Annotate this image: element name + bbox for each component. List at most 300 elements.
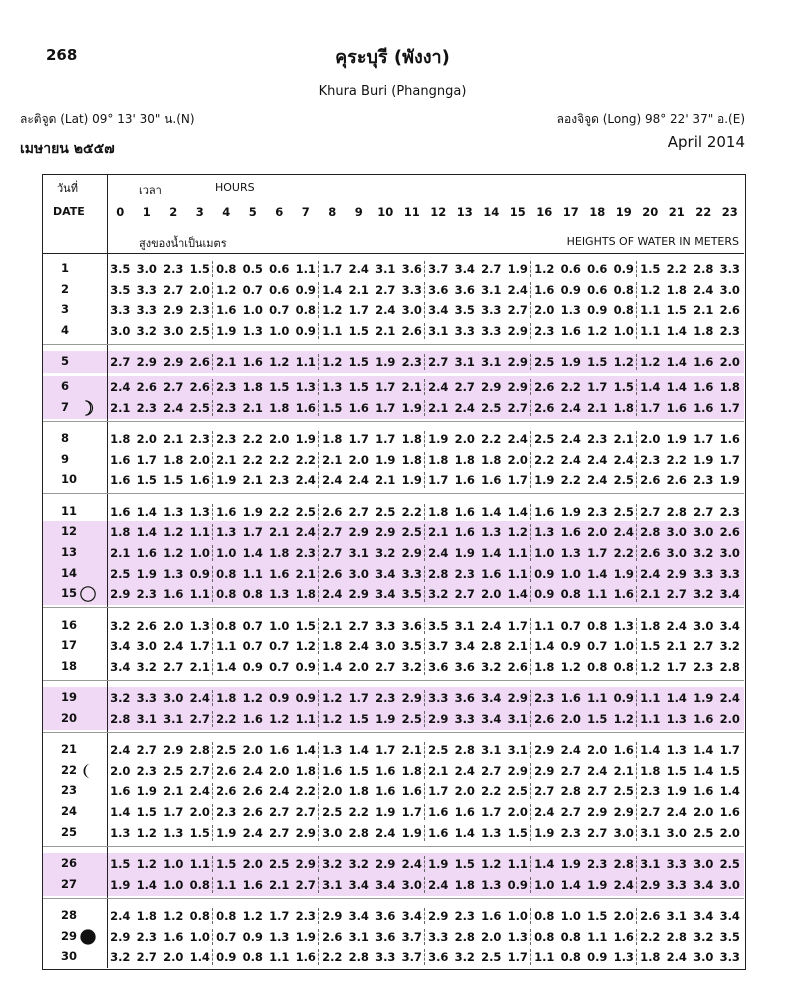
tide-height-cell: 2.4 bbox=[560, 431, 581, 446]
tide-height-cell: 3.4 bbox=[693, 877, 714, 892]
tide-height-cell: 2.1 bbox=[428, 400, 449, 415]
tide-height-cell: 3.1 bbox=[375, 262, 396, 276]
tide-height-cell: 2.6 bbox=[401, 324, 422, 339]
tide-height-cell: 2.3 bbox=[587, 856, 608, 871]
tide-height-cell: 2.6 bbox=[242, 784, 263, 799]
tide-height-cell: 2.7 bbox=[640, 504, 661, 519]
tide-height-cell: 1.4 bbox=[136, 877, 157, 892]
tide-height-cell: 2.7 bbox=[136, 742, 157, 757]
tide-height-cell: 0.7 bbox=[269, 303, 290, 318]
tide-height-cell: 1.0 bbox=[269, 618, 290, 633]
tide-height-cell: 3.5 bbox=[454, 303, 475, 318]
column-group-separator bbox=[424, 877, 425, 893]
tide-height-cell: 3.4 bbox=[481, 691, 502, 706]
tide-height-cell: 1.1 bbox=[640, 691, 661, 706]
tide-height-cell: 2.8 bbox=[428, 566, 449, 581]
tide-height-cell: 3.3 bbox=[481, 303, 502, 318]
tide-height-cell: 1.5 bbox=[348, 380, 369, 395]
tide-height-cell: 2.4 bbox=[110, 742, 131, 757]
tide-height-cell: 2.5 bbox=[613, 504, 634, 519]
tide-height-cell: 1.6 bbox=[375, 784, 396, 799]
tide-height-cell: 2.8 bbox=[481, 639, 502, 654]
tide-height-cell: 2.7 bbox=[640, 805, 661, 820]
tide-height-cell: 0.6 bbox=[587, 262, 608, 276]
tide-height-cell: 3.6 bbox=[375, 908, 396, 923]
tide-height-cell: 3.1 bbox=[454, 355, 475, 370]
tide-height-cell: 1.5 bbox=[348, 763, 369, 778]
column-group-separator bbox=[530, 877, 531, 893]
tide-height-cell: 1.3 bbox=[560, 546, 581, 560]
tide-height-cell: 1.9 bbox=[428, 431, 449, 446]
column-group-separator bbox=[530, 763, 531, 779]
group-divider bbox=[43, 493, 744, 494]
tide-height-cell: 2.7 bbox=[375, 660, 396, 675]
day-number: 28 bbox=[61, 907, 78, 922]
column-group-separator bbox=[530, 711, 531, 727]
tide-height-cell: 2.2 bbox=[295, 452, 316, 467]
tide-height-cell: 1.3 bbox=[666, 711, 687, 726]
column-group-separator bbox=[212, 431, 213, 447]
tide-height-cell: 2.9 bbox=[295, 825, 316, 840]
tide-height-cell: 1.6 bbox=[534, 282, 555, 297]
tide-height-cell: 1.3 bbox=[163, 825, 184, 840]
hour-header-19: 19 bbox=[615, 205, 632, 219]
column-group-separator bbox=[636, 825, 637, 841]
tide-height-cell: 2.0 bbox=[481, 587, 502, 602]
column-group-separator bbox=[424, 379, 425, 395]
tide-height-cell: 1.7 bbox=[719, 742, 740, 757]
column-group-separator bbox=[424, 524, 425, 540]
tide-height-cell: 1.7 bbox=[348, 431, 369, 446]
tide-height-cell: 3.2 bbox=[348, 856, 369, 871]
tide-height-cell: 2.4 bbox=[534, 805, 555, 820]
tide-height-cell: 3.0 bbox=[666, 546, 687, 560]
group-divider bbox=[43, 846, 744, 847]
tide-height-cell: 0.8 bbox=[295, 303, 316, 318]
table-row bbox=[43, 522, 744, 542]
tide-height-cell: 1.8 bbox=[719, 380, 740, 395]
tide-height-cell: 1.3 bbox=[481, 877, 502, 892]
tide-height-cell: 1.4 bbox=[216, 660, 237, 675]
tide-height-cell: 0.8 bbox=[534, 908, 555, 923]
tide-height-cell: 2.3 bbox=[216, 400, 237, 415]
tide-height-cell: 1.8 bbox=[401, 763, 422, 778]
column-group-separator bbox=[424, 690, 425, 706]
table-row bbox=[43, 761, 744, 781]
column-group-separator bbox=[318, 323, 319, 339]
tide-height-cell: 3.4 bbox=[348, 877, 369, 892]
column-group-separator bbox=[530, 472, 531, 488]
tide-height-cell: 1.8 bbox=[401, 452, 422, 467]
column-group-separator bbox=[530, 618, 531, 634]
tide-height-cell: 1.0 bbox=[534, 877, 555, 892]
tide-height-cell: 1.1 bbox=[587, 929, 608, 944]
hour-header-22: 22 bbox=[695, 205, 712, 219]
tide-height-cell: 2.4 bbox=[189, 691, 210, 706]
tide-height-cell: 3.1 bbox=[348, 546, 369, 560]
tide-height-cell: 1.1 bbox=[216, 877, 237, 892]
tide-height-cell: 2.7 bbox=[666, 587, 687, 602]
tide-height-cell: 1.9 bbox=[375, 355, 396, 370]
tide-height-cell: 2.3 bbox=[719, 504, 740, 519]
tide-height-cell: 1.9 bbox=[613, 566, 634, 581]
column-group-separator bbox=[424, 763, 425, 779]
tide-height-cell: 0.8 bbox=[613, 660, 634, 675]
tide-height-cell: 3.4 bbox=[375, 587, 396, 602]
column-group-separator bbox=[212, 282, 213, 298]
tide-height-cell: 3.3 bbox=[375, 618, 396, 633]
tide-height-cell: 2.2 bbox=[560, 380, 581, 395]
tide-height-cell: 2.9 bbox=[163, 303, 184, 318]
tide-height-cell: 1.7 bbox=[507, 950, 528, 965]
tide-height-cell: 0.6 bbox=[560, 262, 581, 276]
tide-height-cell: 2.2 bbox=[242, 452, 263, 467]
tide-height-cell: 3.0 bbox=[401, 303, 422, 318]
column-group-separator bbox=[636, 379, 637, 395]
tide-height-cell: 1.6 bbox=[560, 691, 581, 706]
date-label-thai: วันที่ bbox=[57, 182, 78, 195]
tide-height-cell: 2.1 bbox=[242, 400, 263, 415]
column-group-separator bbox=[318, 856, 319, 872]
tide-height-cell: 2.8 bbox=[348, 950, 369, 965]
column-group-separator bbox=[318, 690, 319, 706]
tide-height-cell: 2.4 bbox=[163, 639, 184, 654]
tide-height-cell: 2.0 bbox=[454, 431, 475, 446]
table-row bbox=[43, 564, 744, 584]
tide-height-cell: 3.1 bbox=[640, 856, 661, 871]
tide-height-cell: 2.2 bbox=[216, 711, 237, 726]
tide-height-cell: 2.2 bbox=[322, 950, 343, 965]
tide-height-cell: 2.7 bbox=[295, 805, 316, 820]
tide-height-cell: 1.6 bbox=[242, 355, 263, 370]
station-title-english: Khura Buri (Phangnga) bbox=[318, 84, 467, 99]
tide-height-cell: 1.9 bbox=[401, 825, 422, 840]
tide-height-cell: 1.7 bbox=[375, 400, 396, 415]
tide-height-cell: 2.0 bbox=[163, 618, 184, 633]
tide-height-cell: 1.6 bbox=[560, 525, 581, 540]
tide-height-cell: 2.3 bbox=[640, 452, 661, 467]
tide-height-cell: 1.5 bbox=[640, 639, 661, 654]
tide-height-cell: 3.7 bbox=[401, 950, 422, 965]
tide-height-cell: 1.2 bbox=[242, 908, 263, 923]
tide-height-cell: 2.5 bbox=[428, 742, 449, 757]
tide-height-cell: 2.3 bbox=[693, 473, 714, 488]
tide-height-cell: 2.0 bbox=[719, 825, 740, 840]
tide-height-cell: 1.5 bbox=[163, 473, 184, 488]
tide-height-cell: 1.4 bbox=[693, 763, 714, 778]
tide-height-cell: 3.2 bbox=[693, 546, 714, 560]
tide-height-cell: 0.9 bbox=[613, 691, 634, 706]
tide-height-cell: 1.3 bbox=[613, 950, 634, 965]
tide-height-cell: 0.9 bbox=[534, 587, 555, 602]
tide-height-cell: 3.3 bbox=[136, 691, 157, 706]
table-row bbox=[43, 429, 744, 449]
tide-height-cell: 2.4 bbox=[428, 877, 449, 892]
tide-height-cell: 1.5 bbox=[269, 380, 290, 395]
tide-height-cell: 1.5 bbox=[110, 856, 131, 871]
tide-height-cell: 3.4 bbox=[375, 877, 396, 892]
column-group-separator bbox=[212, 379, 213, 395]
column-group-separator bbox=[212, 618, 213, 634]
tide-height-cell: 3.0 bbox=[136, 639, 157, 654]
column-group-separator bbox=[530, 379, 531, 395]
tide-height-cell: 1.8 bbox=[110, 431, 131, 446]
tide-height-cell: 1.9 bbox=[295, 929, 316, 944]
tide-height-cell: 2.3 bbox=[295, 546, 316, 560]
tide-height-cell: 1.4 bbox=[481, 504, 502, 519]
tide-height-cell: 1.2 bbox=[163, 908, 184, 923]
tide-height-cell: 3.3 bbox=[454, 324, 475, 339]
tide-height-cell: 0.8 bbox=[613, 282, 634, 297]
column-group-separator bbox=[424, 472, 425, 488]
tide-height-cell: 2.1 bbox=[216, 452, 237, 467]
header-divider bbox=[43, 253, 744, 254]
tide-height-cell: 2.5 bbox=[295, 504, 316, 519]
tide-height-cell: 2.7 bbox=[163, 660, 184, 675]
tide-height-cell: 1.5 bbox=[216, 856, 237, 871]
tide-height-cell: 3.0 bbox=[375, 639, 396, 654]
tide-height-cell: 1.8 bbox=[428, 452, 449, 467]
tide-height-cell: 2.4 bbox=[295, 525, 316, 540]
tide-height-cell: 3.1 bbox=[666, 908, 687, 923]
tide-height-cell: 2.6 bbox=[136, 380, 157, 395]
tide-height-cell: 3.4 bbox=[454, 262, 475, 276]
column-group-separator bbox=[636, 949, 637, 965]
tide-height-cell: 1.9 bbox=[401, 400, 422, 415]
tide-height-cell: 1.0 bbox=[216, 546, 237, 560]
tide-height-cell: 2.2 bbox=[269, 504, 290, 519]
tide-height-cell: 0.9 bbox=[534, 566, 555, 581]
tide-height-cell: 2.6 bbox=[189, 355, 210, 370]
tide-height-cell: 2.4 bbox=[693, 282, 714, 297]
tide-height-cell: 3.3 bbox=[375, 950, 396, 965]
column-group-separator bbox=[212, 659, 213, 675]
column-group-separator bbox=[424, 742, 425, 758]
column-group-separator bbox=[424, 452, 425, 468]
tide-height-cell: 1.6 bbox=[719, 805, 740, 820]
tide-height-cell: 2.7 bbox=[348, 504, 369, 519]
tide-height-cell: 1.8 bbox=[269, 546, 290, 560]
table-row bbox=[43, 300, 744, 320]
tide-height-cell: 2.7 bbox=[348, 618, 369, 633]
tide-height-cell: 0.9 bbox=[216, 950, 237, 965]
table-row bbox=[43, 616, 744, 636]
tide-height-cell: 2.7 bbox=[189, 711, 210, 726]
column-group-separator bbox=[424, 323, 425, 339]
tide-height-cell: 2.3 bbox=[295, 908, 316, 923]
tide-height-cell: 2.4 bbox=[560, 400, 581, 415]
tide-height-cell: 2.9 bbox=[375, 525, 396, 540]
tide-height-cell: 1.9 bbox=[295, 431, 316, 446]
tide-height-cell: 2.4 bbox=[507, 282, 528, 297]
tide-height-cell: 2.3 bbox=[269, 473, 290, 488]
column-group-separator bbox=[636, 877, 637, 893]
column-group-separator bbox=[424, 354, 425, 370]
tide-height-cell: 1.8 bbox=[454, 877, 475, 892]
month-english: April 2014 bbox=[667, 133, 745, 151]
tide-height-cell: 0.7 bbox=[242, 282, 263, 297]
tide-height-cell: 2.4 bbox=[640, 566, 661, 581]
tide-height-cell: 1.1 bbox=[242, 566, 263, 581]
column-group-separator bbox=[212, 711, 213, 727]
tide-height-cell: 2.6 bbox=[242, 805, 263, 820]
tide-height-cell: 2.7 bbox=[136, 950, 157, 965]
hour-header-13: 13 bbox=[456, 205, 473, 219]
tide-height-cell: 2.4 bbox=[587, 473, 608, 488]
tide-height-cell: 3.3 bbox=[719, 566, 740, 581]
tide-height-cell: 2.4 bbox=[322, 473, 343, 488]
tide-height-cell: 1.6 bbox=[189, 473, 210, 488]
tide-height-cell: 3.4 bbox=[375, 566, 396, 581]
tide-height-cell: 1.1 bbox=[295, 711, 316, 726]
tide-height-cell: 1.8 bbox=[322, 431, 343, 446]
tide-height-cell: 0.6 bbox=[269, 282, 290, 297]
tide-height-cell: 3.0 bbox=[666, 825, 687, 840]
hour-header-20: 20 bbox=[642, 205, 659, 219]
tide-height-cell: 1.7 bbox=[428, 784, 449, 799]
column-group-separator bbox=[212, 763, 213, 779]
tide-height-cell: 1.9 bbox=[401, 473, 422, 488]
column-group-separator bbox=[318, 504, 319, 520]
column-group-separator bbox=[636, 929, 637, 945]
tide-height-cell: 3.0 bbox=[613, 825, 634, 840]
tide-height-cell: 1.6 bbox=[693, 380, 714, 395]
tide-height-cell: 1.0 bbox=[163, 877, 184, 892]
tide-height-cell: 1.5 bbox=[587, 908, 608, 923]
column-group-separator bbox=[318, 949, 319, 965]
column-group-separator bbox=[636, 282, 637, 298]
tide-height-cell: 2.1 bbox=[322, 452, 343, 467]
tide-height-cell: 2.5 bbox=[613, 784, 634, 799]
tide-height-cell: 3.6 bbox=[375, 929, 396, 944]
tide-height-cell: 2.7 bbox=[269, 825, 290, 840]
tide-height-cell: 1.5 bbox=[454, 856, 475, 871]
column-group-separator bbox=[424, 711, 425, 727]
tide-height-cell: 0.9 bbox=[242, 929, 263, 944]
tide-height-cell: 0.8 bbox=[189, 877, 210, 892]
hour-header-3: 3 bbox=[195, 205, 204, 219]
tide-height-cell: 1.6 bbox=[269, 742, 290, 757]
group-divider bbox=[43, 680, 744, 681]
column-group-separator bbox=[424, 586, 425, 602]
tide-height-cell: 0.7 bbox=[242, 639, 263, 654]
day-number: 10 bbox=[61, 472, 78, 487]
table-row bbox=[43, 657, 744, 677]
tide-height-cell: 1.6 bbox=[481, 473, 502, 488]
tide-height-cell: 2.6 bbox=[322, 929, 343, 944]
tide-height-cell: 1.3 bbox=[560, 303, 581, 318]
column-group-separator bbox=[636, 659, 637, 675]
tide-height-cell: 2.9 bbox=[348, 587, 369, 602]
column-group-separator bbox=[424, 504, 425, 520]
tide-height-cell: 2.1 bbox=[401, 380, 422, 395]
tide-height-cell: 2.1 bbox=[163, 784, 184, 799]
tide-height-cell: 1.5 bbox=[507, 825, 528, 840]
tide-height-cell: 1.3 bbox=[189, 504, 210, 519]
column-group-separator bbox=[636, 261, 637, 277]
column-group-separator bbox=[318, 586, 319, 602]
tide-height-cell: 3.2 bbox=[693, 587, 714, 602]
tide-height-cell: 1.8 bbox=[348, 784, 369, 799]
tide-height-cell: 1.8 bbox=[640, 618, 661, 633]
hour-header-15: 15 bbox=[509, 205, 526, 219]
tide-height-cell: 1.3 bbox=[481, 525, 502, 540]
heights-label-english: HEIGHTS OF WATER IN METERS bbox=[566, 235, 739, 248]
column-group-separator bbox=[212, 354, 213, 370]
tide-height-cell: 1.9 bbox=[216, 825, 237, 840]
tide-height-cell: 1.2 bbox=[322, 355, 343, 370]
tide-height-cell: 3.1 bbox=[348, 929, 369, 944]
tide-height-cell: 1.7 bbox=[348, 691, 369, 706]
tide-height-cell: 2.7 bbox=[587, 784, 608, 799]
tide-height-cell: 1.4 bbox=[322, 282, 343, 297]
table-row bbox=[43, 450, 744, 470]
tide-height-cell: 1.5 bbox=[348, 711, 369, 726]
tide-height-cell: 1.9 bbox=[666, 431, 687, 446]
tide-height-cell: 3.1 bbox=[454, 618, 475, 633]
tide-height-cell: 0.7 bbox=[216, 929, 237, 944]
tide-height-cell: 2.2 bbox=[666, 452, 687, 467]
tide-height-cell: 2.6 bbox=[322, 566, 343, 581]
first-quarter-moon-icon bbox=[79, 399, 97, 417]
column-group-separator bbox=[530, 659, 531, 675]
tide-height-cell: 2.6 bbox=[640, 908, 661, 923]
day-number: 13 bbox=[61, 545, 78, 559]
tide-height-cell: 2.4 bbox=[454, 400, 475, 415]
hour-header-18: 18 bbox=[589, 205, 606, 219]
column-group-separator bbox=[530, 504, 531, 520]
tide-height-cell: 1.0 bbox=[613, 324, 634, 339]
tide-height-cell: 1.0 bbox=[560, 566, 581, 581]
tide-height-cell: 3.5 bbox=[428, 618, 449, 633]
column-group-separator bbox=[318, 452, 319, 468]
tide-height-cell: 1.5 bbox=[136, 805, 157, 820]
hour-header-1: 1 bbox=[142, 205, 151, 219]
tide-height-cell: 2.0 bbox=[587, 742, 608, 757]
day-number: 14 bbox=[61, 565, 78, 580]
column-group-separator bbox=[530, 783, 531, 799]
tide-height-cell: 1.1 bbox=[295, 262, 316, 276]
tide-height-cell: 1.4 bbox=[481, 546, 502, 560]
column-group-separator bbox=[318, 431, 319, 447]
hour-header-21: 21 bbox=[668, 205, 685, 219]
tide-height-cell: 3.4 bbox=[428, 303, 449, 318]
tide-height-cell: 1.7 bbox=[693, 431, 714, 446]
tide-height-cell: 0.8 bbox=[560, 587, 581, 602]
tide-height-cell: 0.9 bbox=[587, 303, 608, 318]
column-group-separator bbox=[318, 400, 319, 416]
hour-header-2: 2 bbox=[169, 205, 178, 219]
tide-height-cell: 3.4 bbox=[719, 587, 740, 602]
tide-height-cell: 1.4 bbox=[693, 742, 714, 757]
tide-height-cell: 2.3 bbox=[216, 805, 237, 820]
tide-height-cell: 2.2 bbox=[401, 504, 422, 519]
tide-height-cell: 1.6 bbox=[110, 452, 131, 467]
tide-height-cell: 2.8 bbox=[189, 742, 210, 757]
table-row bbox=[43, 740, 744, 760]
column-group-separator bbox=[424, 659, 425, 675]
tide-height-cell: 1.8 bbox=[693, 324, 714, 339]
tide-height-cell: 2.7 bbox=[322, 525, 343, 540]
tide-height-cell: 3.6 bbox=[401, 618, 422, 633]
tide-height-cell: 0.8 bbox=[560, 929, 581, 944]
column-group-separator bbox=[318, 302, 319, 318]
tide-height-cell: 1.9 bbox=[216, 473, 237, 488]
time-label-thai: เวลา bbox=[139, 184, 162, 197]
tide-height-cell: 2.8 bbox=[666, 929, 687, 944]
tide-height-cell: 3.4 bbox=[481, 711, 502, 726]
tide-height-cell: 2.1 bbox=[348, 282, 369, 297]
